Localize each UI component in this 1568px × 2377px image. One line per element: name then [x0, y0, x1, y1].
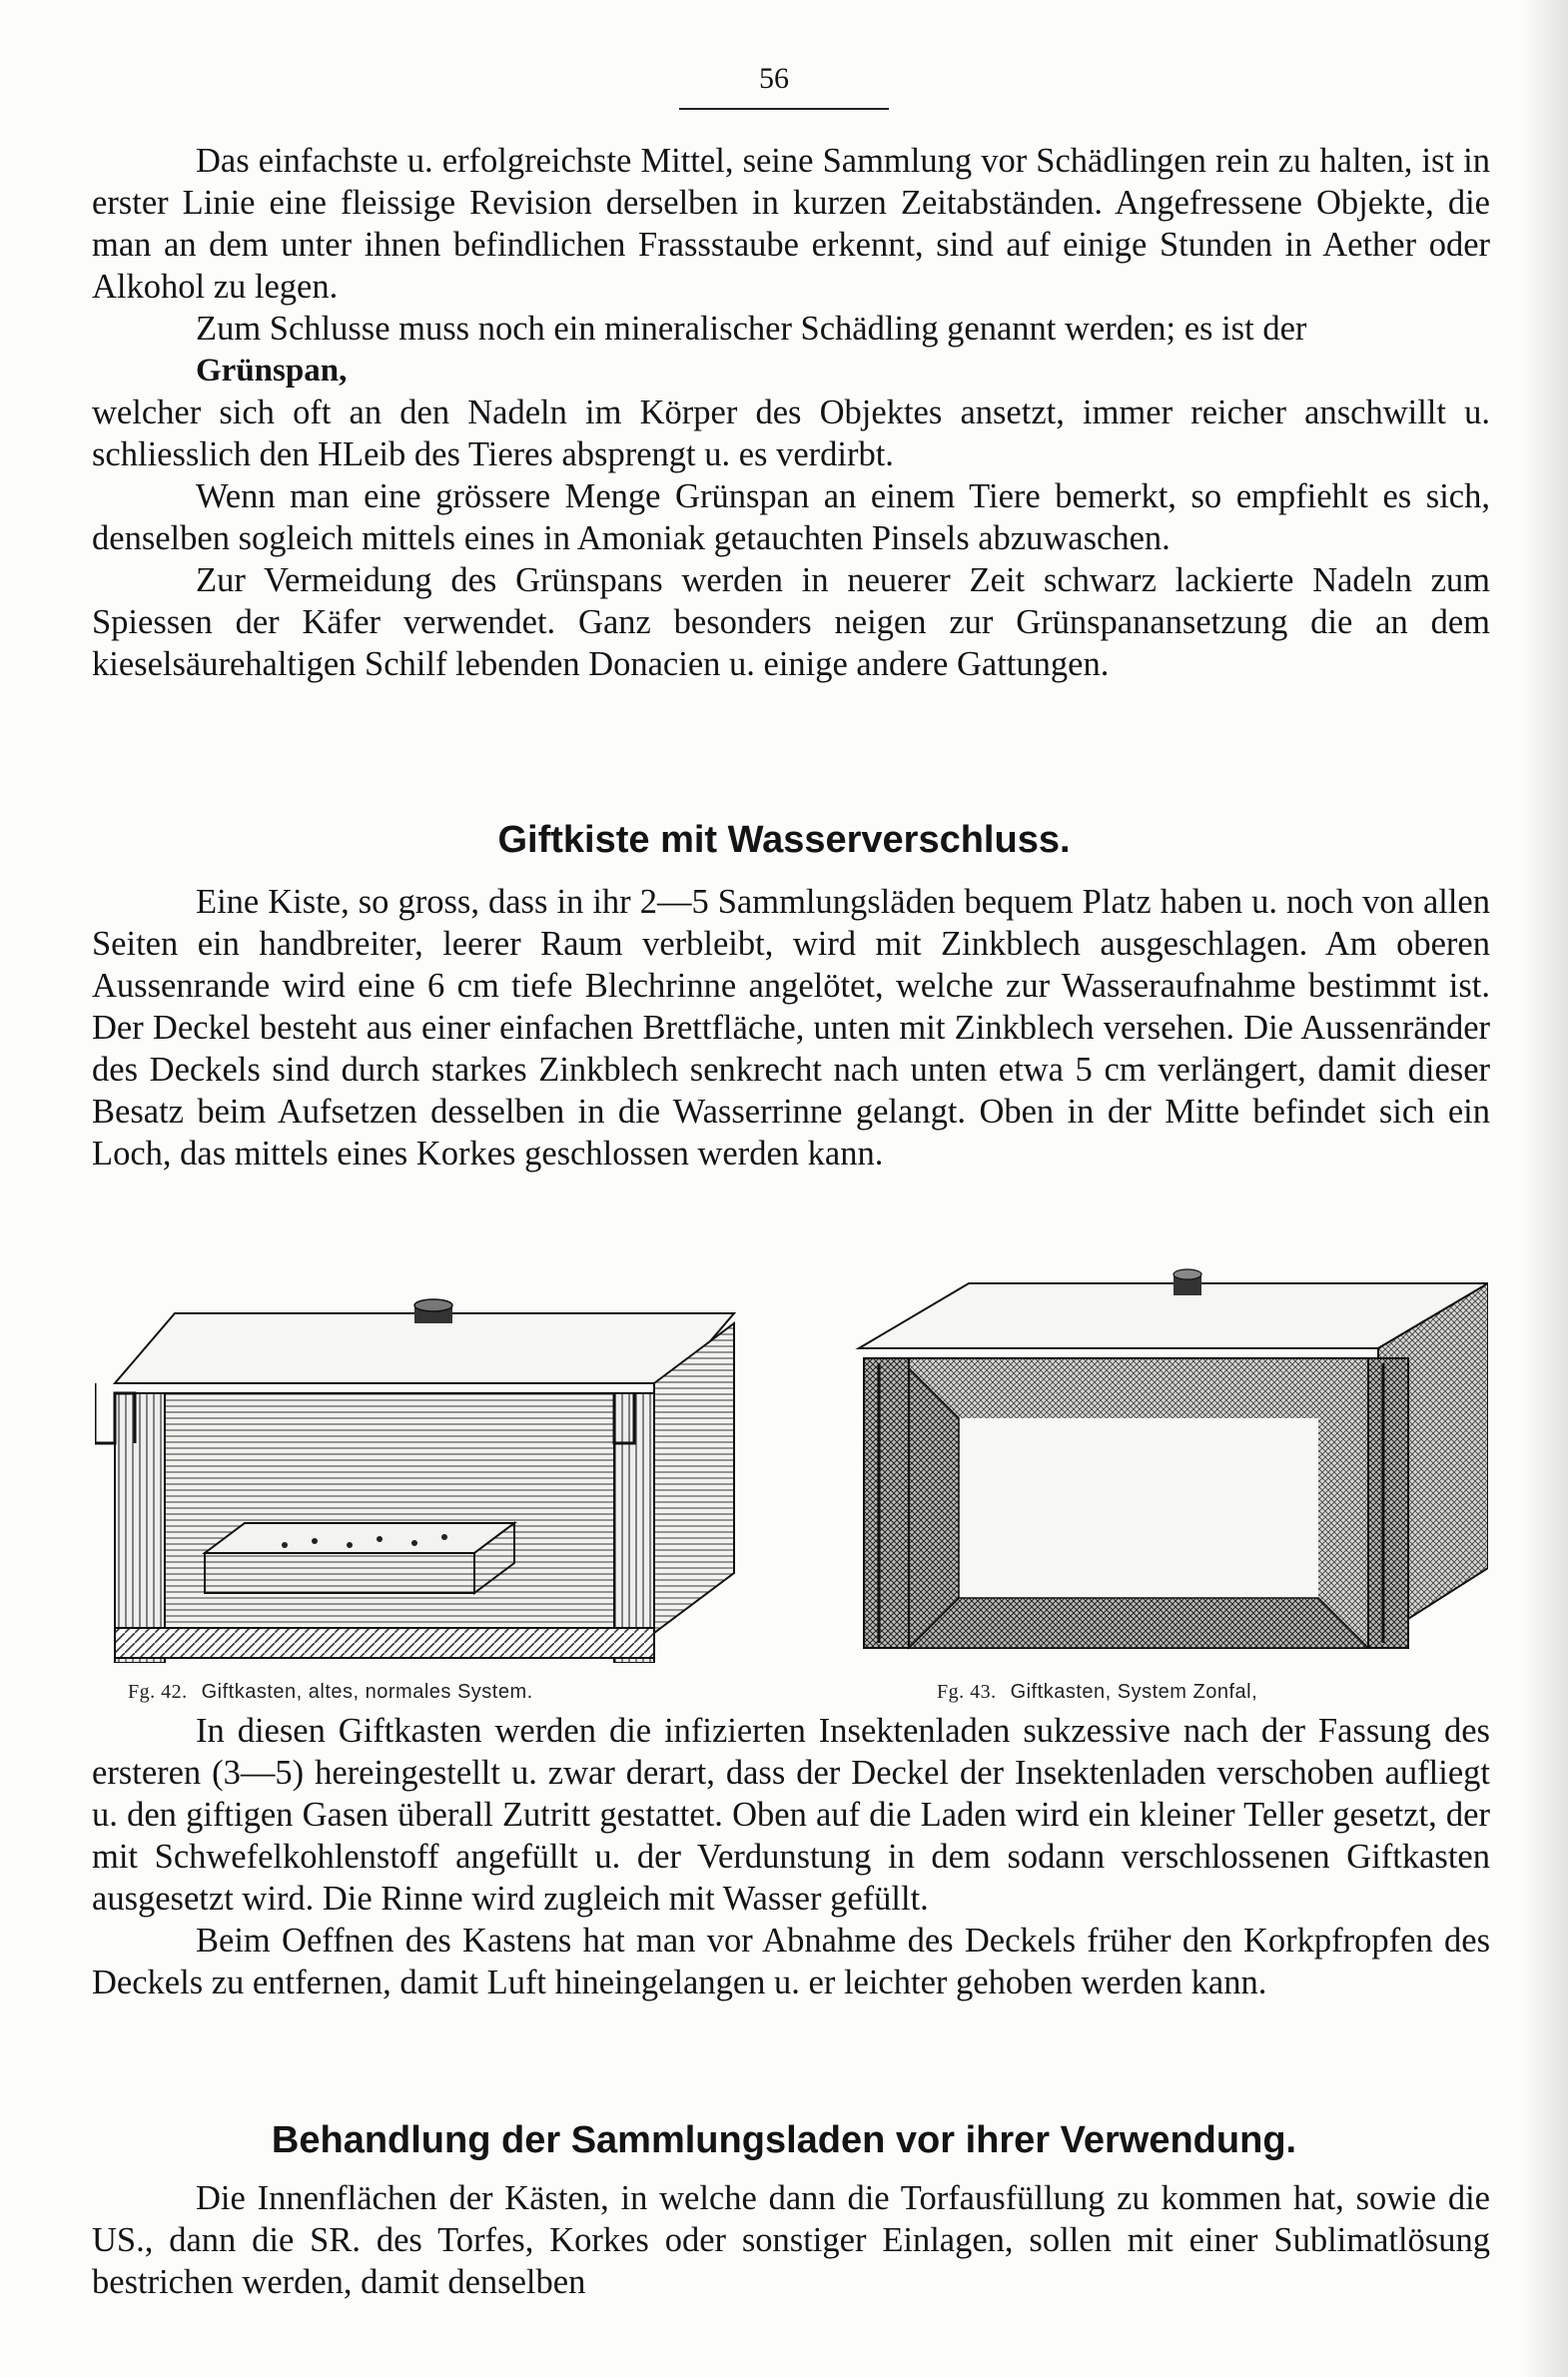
paragraph: Das einfachste u. erfolgreichste Mittel, seine Sammlung vor Schädlingen rein zu halten, ist in erster Linie eine fleissige Revision derselben in kurzen Zeitabständen. Angefressene Objekte, die man an dem unter ihnen befindlichen Frassstaube erkennt, sind auf einige Stunden in Aether oder Alkohol zu legen.: [92, 142, 1490, 306]
paragraph: Beim Oeffnen des Kastens hat man vor Abnahme des Deckels früher den Korkpfropfen des Deckels zu entfernen, damit Luft hineingelangen u. er leichter gehoben werden kann.: [92, 1922, 1490, 2001]
caption-text: Giftkasten, altes, normales System.: [201, 1681, 533, 1703]
paragraph: Wenn man eine grössere Menge Grünspan an einem Tiere bemerkt, so empfiehlt es sich, denselben sogleich mittels eines in Amoniak getauchten Pinsels abzuwaschen.: [92, 477, 1490, 557]
figure-number: Fg. 43.: [937, 1681, 997, 1703]
figure-42-illustration: [95, 1283, 754, 1663]
text-block-pests: [92, 140, 1490, 685]
paragraph: Die Innenflächen der Kästen, in welche dann die Torfausfüllung zu kommen hat, sowie die US., dann die SR. des Torfes, Korkes oder sonstiger Einlagen, sollen mit einer Sublimatlösung bestrichen werden, damit denselben: [92, 2179, 1490, 2301]
section-heading: Behandlung der Sammlungsladen vor ihrer Verwendung.: [271, 2119, 1297, 2161]
paragraph: Zum Schlusse muss noch ein mineralischer Schädling genannt werden; es ist der: [196, 310, 1307, 348]
figure-number: Fg. 42.: [128, 1681, 188, 1703]
paragraph: Zur Vermeidung des Grünspans werden in neuerer Zeit schwarz lackierte Nadeln zum Spiessen der Käfer verwendet. Ganz besonders neigen zur Grünspanansetzung die an dem kieselsäurehaltigen Schilf lebenden Donacien u. einige andere Gattungen.: [92, 561, 1490, 683]
text-block-treatment: [92, 2177, 1490, 2303]
text-block-poison-box: [92, 881, 1490, 1175]
figure-43-caption: [937, 1681, 1257, 1704]
figure-42-caption: [128, 1681, 533, 1704]
figure-43-illustration: [849, 1268, 1488, 1668]
page-number: 56: [759, 62, 789, 95]
paragraph: In diesen Giftkasten werden die infizierten Insektenladen sukzessive nach der Fassung des ersteren (3—5) hereingestellt u. zwar derart, dass der Deckel der Insektenladen verschoben aufliegt u. den giftigen Gasen überall Zutritt gestattet. Oben auf die Laden wird ein kleiner Teller gesetzt, der mit Schwefelkohlenstoff angefüllt u. der Verdunstung in dem sodann verschlossenen Giftkasten ausgesetzt wird. Die Rinne wird zugleich mit Wasser gefüllt.: [92, 1712, 1490, 1918]
keyword-heading: Grünspan,: [196, 353, 348, 389]
header-rule: [679, 108, 889, 110]
text-block-usage: [92, 1710, 1490, 2003]
paragraph: welcher sich oft an den Nadeln im Körper des Objektes ansetzt, immer reicher anschwillt u. schliesslich den HLeib des Tieres absprengt u. es verdirbt.: [92, 394, 1490, 473]
page-edge-shadow: [1522, 0, 1568, 2377]
caption-text: Giftkasten, System Zonfal,: [1010, 1681, 1258, 1703]
paragraph: Eine Kiste, so gross, dass in ihr 2—5 Sammlungsläden bequem Platz haben u. noch von allen Seiten ein handbreiter, leerer Raum verbleibt, wird mit Zinkblech ausgeschlagen. Am oberen Aussenrande wird eine 6 cm tiefe Blechrinne angelötet, welche zur Wasseraufnahme bestimmt ist. Der Deckel besteht aus einer einfachen Brettfläche, unten mit Zinkblech versehen. Die Aussenränder des Deckels sind durch starkes Zinkblech senkrecht nach unten etwa 5 cm verlängert, damit dieser Besatz beim Aufsetzen desselben in die Wasserrinne gelangt. Oben in der Mitte befindet sich ein Loch, das mittels eines Korkes geschlossen werden kann.: [92, 883, 1490, 1173]
section-heading: Giftkiste mit Wasserverschluss.: [497, 819, 1071, 861]
